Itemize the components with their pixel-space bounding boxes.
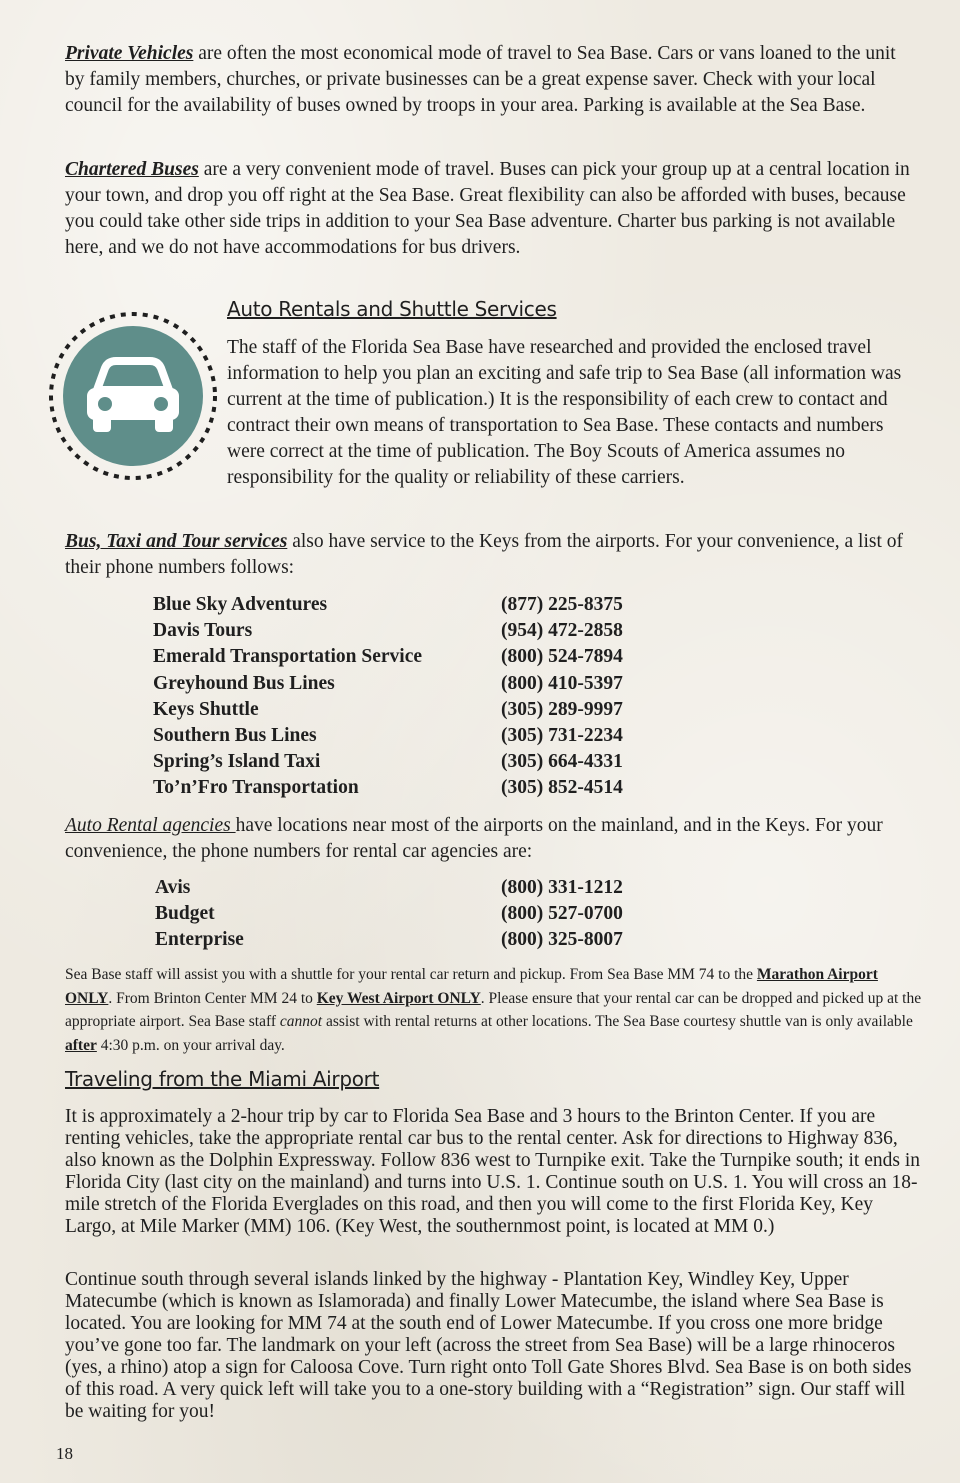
agency-name: Budget [155,903,215,925]
carrier-name: Blue Sky Adventures [153,594,328,615]
rental-agency-phone-list [155,875,675,954]
list-item [153,618,673,644]
carrier-name: Greyhound Bus Lines [153,672,335,694]
auto-rentals-heading: Auto Rentals and Shuttle Services [227,297,557,321]
carrier-phone: (800) 524-7894 [501,646,623,668]
miami-paragraph-2: Continue south through several islands linked by the highway - Plantation Key, Windley Key, Upper Matecumbe (which is known as Islamorada) and finally Lower Matecumbe, the island where Sea Base is located. You are looking for MM 74 at the south end of Lower Matecumbe. If you cross one more bridge you’ve gone too far. The landmark on your left (across the street from Sea Base) will be a large rhinoceros (yes, a rhino) atop a sign for Caloosa Cove. Turn right onto Toll Gate Shores Blvd. Sea Base is on both sides of this road. A very quick left will take you to a one-story building with a “Registration” sign. Our staff will be waiting for you! [65,1269,912,1422]
shuttle-note-text: . Please ensure that your rental car can be dropped and picked up at the appropriate airport. Sea Base staff [65,989,922,1030]
private-vehicles-lead: Private Vehicles [65,43,194,64]
agency-phone: (800) 331-1212 [501,877,623,898]
carrier-name: To’n’Fro Transportation [153,777,359,799]
cannot-emphasis: cannot [279,1013,323,1030]
agency-name: Enterprise [155,929,244,951]
list-item [155,927,675,953]
private-vehicles-text: are often the most economical mode of travel to Sea Base. Cars or vans loaned to the unit by family members, churches, or private businesses can be a great expense saver. Check with your local council for the availability of buses owned by troops in your area. Parking is available at the Sea Base. [65,43,896,116]
agency-name: Avis [155,877,191,898]
carrier-name: Davis Tours [153,620,253,642]
shuttle-note-text: 4:30 p.m. on your arrival day. [96,1036,285,1054]
list-item [153,749,673,775]
carrier-name: Southern Bus Lines [153,724,317,746]
carrier-phone: (305) 289-9997 [501,698,623,720]
auto-rentals-paragraph [65,335,910,491]
carrier-name: Spring’s Island Taxi [153,751,321,773]
bus-taxi-phone-list [153,592,673,802]
carrier-phone: (305) 664-4331 [501,751,623,773]
bus-taxi-lead: Bus, Taxi and Tour services [65,531,288,552]
list-item [153,644,673,670]
shuttle-note-paragraph [65,963,925,1057]
shuttle-note-text: Sea Base staff will assist you with a shuttle for your rental car return and pickup. From Sea Base MM 74 to the [65,966,757,983]
chartered-buses-lead: Chartered Buses [65,159,199,180]
list-item [153,723,673,749]
list-item [153,671,673,697]
key-west-airport-only: Key West Airport ONLY [316,989,481,1007]
auto-rental-agencies-text: have locations near most of the airports on the mainland, and in the Keys. For your convenience, the phone numbers for rental car agencies are: [65,815,883,862]
list-item [153,775,673,801]
marathon-airport-only: Marathon Airport ONLY [65,966,878,1007]
after-emphasis: after [65,1036,97,1054]
carrier-phone: (305) 852-4514 [501,777,623,799]
miami-paragraph-1: It is approximately a 2-hour trip by car to Florida Sea Base and 3 hours to the Brinton Center. If you are renting vehicles, take the appropriate rental car bus to the rental center. Ask for directions to Highway 836, also known as the Dolphin Expressway. Follow 836 west to Turnpike exit. Take the Turnpike south; it ends in Florida City (last city on the mainland) and turns into U.S. 1. Continue south on U.S. 1. You will cross an 18-mile stretch of the Florida Everglades on this road, and then you will come to the first Florida Key, Key Largo, at Mile Marker (MM) 106. (Key West, the southernmost point, is located at MM 0.) [65,1106,920,1237]
auto-rentals-text: The staff of the Florida Sea Base have researched and provided the enclosed travel information to help you plan an exciting and safe trip to Sea Base (all information was current at the time of publication.) It is the responsibility of each crew to contact and contract their own means of transportation to Sea Base. These contacts and numbers were correct at the time of publication. The Boy Scouts of America assumes no responsibility for the quality or reliability of these carriers. [227,337,902,488]
shuttle-note-text: assist with rental returns at other locations. The Sea Base courtesy shuttle van is only available [322,1013,913,1030]
carrier-name: Emerald Transportation Service [153,646,423,668]
auto-rental-agencies-paragraph [65,813,910,865]
page-number: 18 [56,1444,73,1463]
list-item [155,875,675,901]
shuttle-note-text: . From Brinton Center MM 24 to [108,989,317,1007]
agency-phone: (800) 325-8007 [501,929,623,951]
carrier-name: Keys Shuttle [153,698,259,720]
chartered-buses-paragraph [65,157,910,261]
auto-rental-agencies-lead: Auto Rental agencies [65,815,236,836]
bus-taxi-paragraph [65,529,910,581]
list-item [153,592,673,618]
miami-heading: Traveling from the Miami Airport [65,1067,380,1091]
list-item [153,697,673,723]
carrier-phone: (800) 410-5397 [501,672,623,694]
list-item [155,901,675,927]
agency-phone: (800) 527-0700 [501,903,623,925]
bus-taxi-text: also have service to the Keys from the airports. For your convenience, a list of their phone numbers follows: [65,531,904,578]
carrier-phone: (954) 472-2858 [501,620,623,642]
carrier-phone: (305) 731-2234 [501,724,623,746]
chartered-buses-text: are a very convenient mode of travel. Buses can pick your group up at a central location in your town, and drop you off right at the Sea Base. Great flexibility can also be afforded with buses, because you could take other side trips in addition to your Sea Base adventure. Charter bus parking is not available here, and we do not have accommodations for bus drivers. [65,159,910,258]
carrier-phone: (877) 225-8375 [501,594,623,615]
private-vehicles-paragraph [65,41,910,119]
